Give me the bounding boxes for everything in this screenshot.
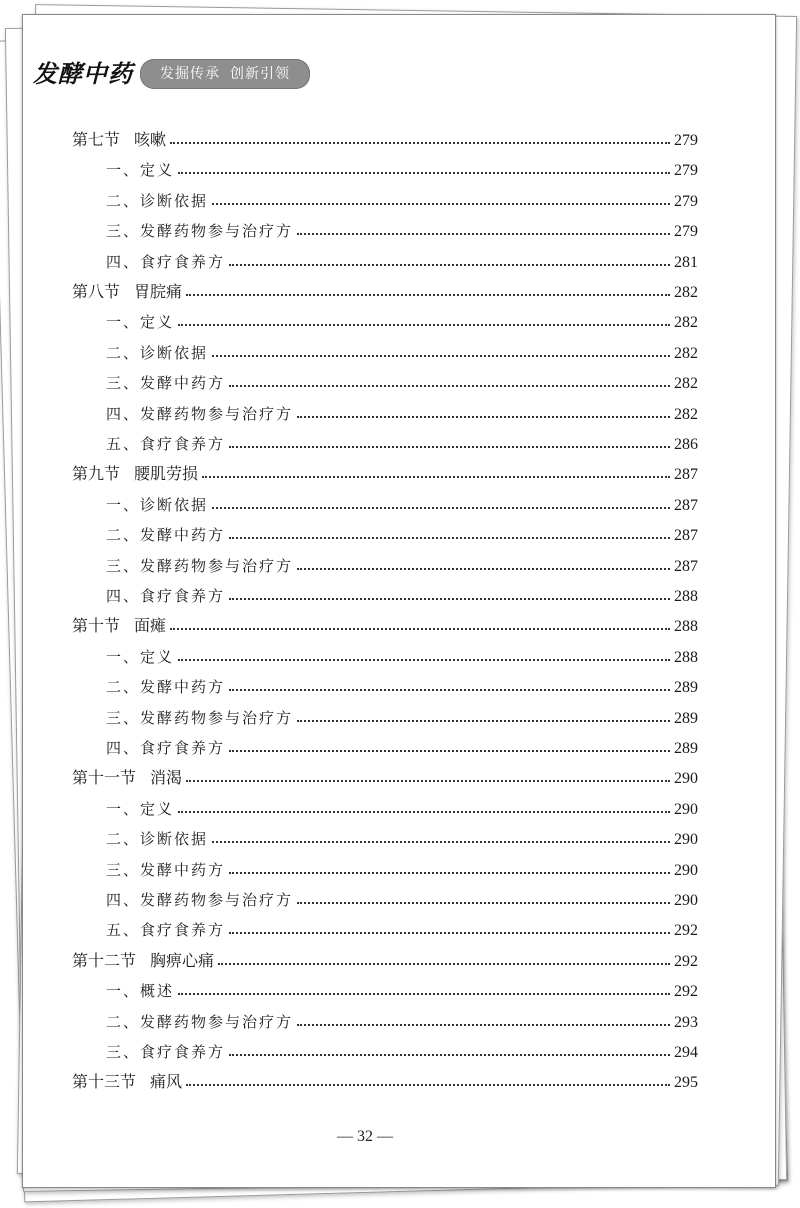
toc-item-label: 一、诊断依据 — [106, 495, 209, 514]
dot-leader — [229, 1054, 670, 1056]
toc-item-label: 二、发酵药物参与治疗方 — [106, 1012, 294, 1031]
toc-item-row[interactable] — [106, 734, 698, 758]
toc-item-row[interactable] — [106, 400, 698, 424]
toc-item-row[interactable] — [106, 977, 698, 1001]
dot-leader — [178, 993, 670, 995]
dot-leader — [202, 476, 670, 478]
toc-page-number: 288 — [674, 618, 698, 636]
toc-item-label: 三、发酵中药方 — [106, 860, 226, 879]
toc-page-number: 292 — [674, 952, 698, 970]
dot-leader — [229, 264, 670, 266]
toc-item-row[interactable] — [106, 552, 698, 576]
toc-item-row[interactable] — [106, 673, 698, 697]
toc-page-number: 286 — [674, 436, 698, 453]
toc-item-label: 一、定义 — [106, 313, 175, 332]
dot-leader — [212, 841, 670, 843]
dot-leader — [297, 720, 670, 722]
toc-item-row[interactable] — [106, 217, 698, 241]
toc-section-number: 第十二节 — [72, 950, 137, 970]
toc-page-number: 290 — [674, 770, 698, 788]
toc-item-row[interactable] — [106, 1008, 698, 1032]
toc-page-number: 282 — [674, 284, 698, 301]
toc-section-label — [72, 613, 166, 636]
toc-page-number: 288 — [674, 588, 698, 605]
toc-item-row[interactable] — [106, 795, 698, 819]
toc-page-number: 293 — [674, 1013, 698, 1031]
toc-item-row[interactable] — [106, 308, 698, 332]
toc-item-row[interactable] — [106, 339, 698, 363]
dot-leader — [178, 659, 670, 661]
toc-page-number: 279 — [674, 132, 698, 149]
page-number: — 32 — — [337, 1128, 393, 1145]
dot-leader — [229, 932, 670, 934]
toc-item-label: 一、定义 — [106, 799, 175, 818]
toc-section-label — [72, 1069, 182, 1092]
dot-leader — [297, 902, 670, 904]
dot-leader — [178, 324, 670, 326]
toc-section-title: 消渴 — [150, 768, 183, 788]
toc-section-title: 胃脘痛 — [134, 282, 183, 301]
toc-section-row[interactable] — [72, 126, 698, 150]
toc-section-title: 面瘫 — [134, 616, 167, 636]
toc-page-number: 282 — [674, 375, 698, 393]
toc-section-title: 腰肌劳损 — [134, 464, 199, 484]
dot-leader — [212, 355, 670, 357]
toc-page-number: 290 — [674, 892, 698, 909]
toc-page-number: 292 — [674, 922, 698, 940]
toc-section-row[interactable] — [72, 764, 698, 788]
toc-section-number: 第九节 — [72, 464, 121, 484]
slogan-left: 发掘传承 — [160, 66, 220, 82]
toc-item-label: 五、食疗食养方 — [106, 921, 226, 940]
toc-item-label: 三、发酵药物参与治疗方 — [106, 556, 294, 575]
toc-page-number: 279 — [674, 162, 698, 180]
toc-page-number: 287 — [674, 466, 698, 484]
toc-page-number: 287 — [674, 557, 698, 575]
toc-item-row[interactable] — [106, 187, 698, 211]
dot-leader — [178, 172, 670, 174]
dot-leader — [212, 203, 670, 205]
toc-page-number: 290 — [674, 800, 698, 818]
toc-item-label: 三、食疗食养方 — [106, 1043, 226, 1061]
toc-item-label: 三、发酵药物参与治疗方 — [106, 222, 294, 241]
toc-section-title: 咳嗽 — [134, 130, 167, 149]
toc-page-number: 294 — [674, 1044, 698, 1061]
toc-item-label: 四、发酵药物参与治疗方 — [106, 404, 294, 423]
toc-item-label: 二、发酵中药方 — [106, 526, 226, 545]
toc-page-number: 282 — [674, 314, 698, 332]
toc-page-number: 279 — [674, 192, 698, 210]
dot-leader — [178, 811, 670, 813]
toc-page-number: 292 — [674, 983, 698, 1001]
dot-leader — [229, 689, 670, 691]
toc-page-number: 289 — [674, 709, 698, 727]
toc-page-number: 295 — [674, 1074, 698, 1092]
dot-leader — [229, 385, 670, 387]
toc-item-row[interactable] — [106, 1038, 698, 1062]
dot-leader — [297, 233, 670, 235]
toc-page-number: 289 — [674, 740, 698, 757]
toc-section-number: 第十三节 — [72, 1072, 137, 1092]
toc-item-row[interactable] — [106, 825, 698, 849]
toc-section-number: 第七节 — [72, 130, 121, 149]
toc-section-label — [72, 127, 166, 150]
toc-item-label: 二、诊断依据 — [106, 191, 209, 210]
toc-section-number: 第十节 — [72, 616, 121, 636]
dot-leader — [170, 628, 670, 630]
toc-page-number: 287 — [674, 496, 698, 514]
toc-section-row[interactable] — [72, 612, 698, 636]
toc-page-number: 281 — [674, 253, 698, 271]
toc-item-row[interactable] — [106, 886, 698, 910]
toc-item-row[interactable] — [106, 643, 698, 667]
dot-leader — [229, 750, 670, 752]
toc-item-row[interactable] — [106, 248, 698, 272]
dot-leader — [229, 872, 670, 874]
toc-item-label: 五、食疗食养方 — [106, 435, 226, 453]
slogan-right: 创新引领 — [230, 66, 290, 82]
toc-item-label: 二、诊断依据 — [106, 343, 209, 362]
dot-leader — [170, 142, 670, 144]
toc-item-label: 四、发酵药物参与治疗方 — [106, 891, 294, 909]
toc-page-number: 282 — [674, 344, 698, 362]
toc-page-number: 290 — [674, 861, 698, 879]
toc-section-row[interactable] — [72, 460, 698, 484]
toc-item-label: 四、食疗食养方 — [106, 739, 226, 757]
toc-section-label — [72, 948, 214, 971]
toc-page-number: 287 — [674, 527, 698, 545]
toc-page-number: 289 — [674, 679, 698, 697]
dot-leader — [229, 598, 670, 600]
toc-section-row[interactable] — [72, 278, 698, 302]
dot-leader — [229, 537, 670, 539]
toc-section-title: 胸痹心痛 — [150, 950, 215, 970]
toc-item-row[interactable] — [106, 491, 698, 515]
toc-section-row[interactable] — [72, 1068, 698, 1092]
toc-item-row[interactable] — [106, 521, 698, 545]
dot-leader — [297, 1024, 670, 1026]
toc-item-row[interactable] — [106, 856, 698, 880]
toc-section-title: 痛风 — [150, 1072, 183, 1092]
toc-section-label — [72, 461, 198, 484]
dot-leader — [218, 963, 670, 965]
toc-item-label: 四、食疗食养方 — [106, 587, 226, 605]
brand-title: 发酵中药 — [33, 59, 133, 88]
toc-item-label: 三、发酵中药方 — [106, 374, 226, 393]
toc-item-row[interactable] — [106, 704, 698, 728]
toc-page-number: 288 — [674, 648, 698, 666]
toc-item-label: 一、定义 — [106, 647, 175, 666]
toc-item-label: 三、发酵药物参与治疗方 — [106, 708, 294, 727]
toc-section-number: 第八节 — [72, 282, 121, 301]
toc-page-number: 290 — [674, 831, 698, 849]
toc-item-label: 四、食疗食养方 — [106, 252, 226, 271]
toc-section-number: 第十一节 — [72, 768, 137, 788]
toc-item-label: 一、定义 — [106, 161, 175, 180]
dot-leader — [212, 507, 670, 509]
dot-leader — [297, 568, 670, 570]
toc-item-label: 二、发酵中药方 — [106, 678, 226, 697]
toc-item-row[interactable] — [106, 916, 698, 940]
toc-item-row[interactable] — [106, 430, 698, 454]
toc-section-row[interactable] — [72, 947, 698, 971]
dot-leader — [297, 416, 670, 418]
toc-page-number: 279 — [674, 223, 698, 241]
dot-leader — [186, 780, 670, 782]
toc-item-label: 二、诊断依据 — [106, 830, 209, 849]
toc-section-label — [72, 765, 182, 788]
toc-item-label: 一、概述 — [106, 982, 175, 1001]
toc-item-row[interactable] — [106, 369, 698, 393]
toc-page-number: 282 — [674, 405, 698, 423]
dot-leader — [186, 294, 670, 296]
dot-leader — [229, 446, 670, 448]
toc-item-row[interactable] — [106, 156, 698, 180]
toc-section-label — [72, 279, 182, 302]
dot-leader — [186, 1084, 670, 1086]
toc-item-row[interactable] — [106, 582, 698, 606]
